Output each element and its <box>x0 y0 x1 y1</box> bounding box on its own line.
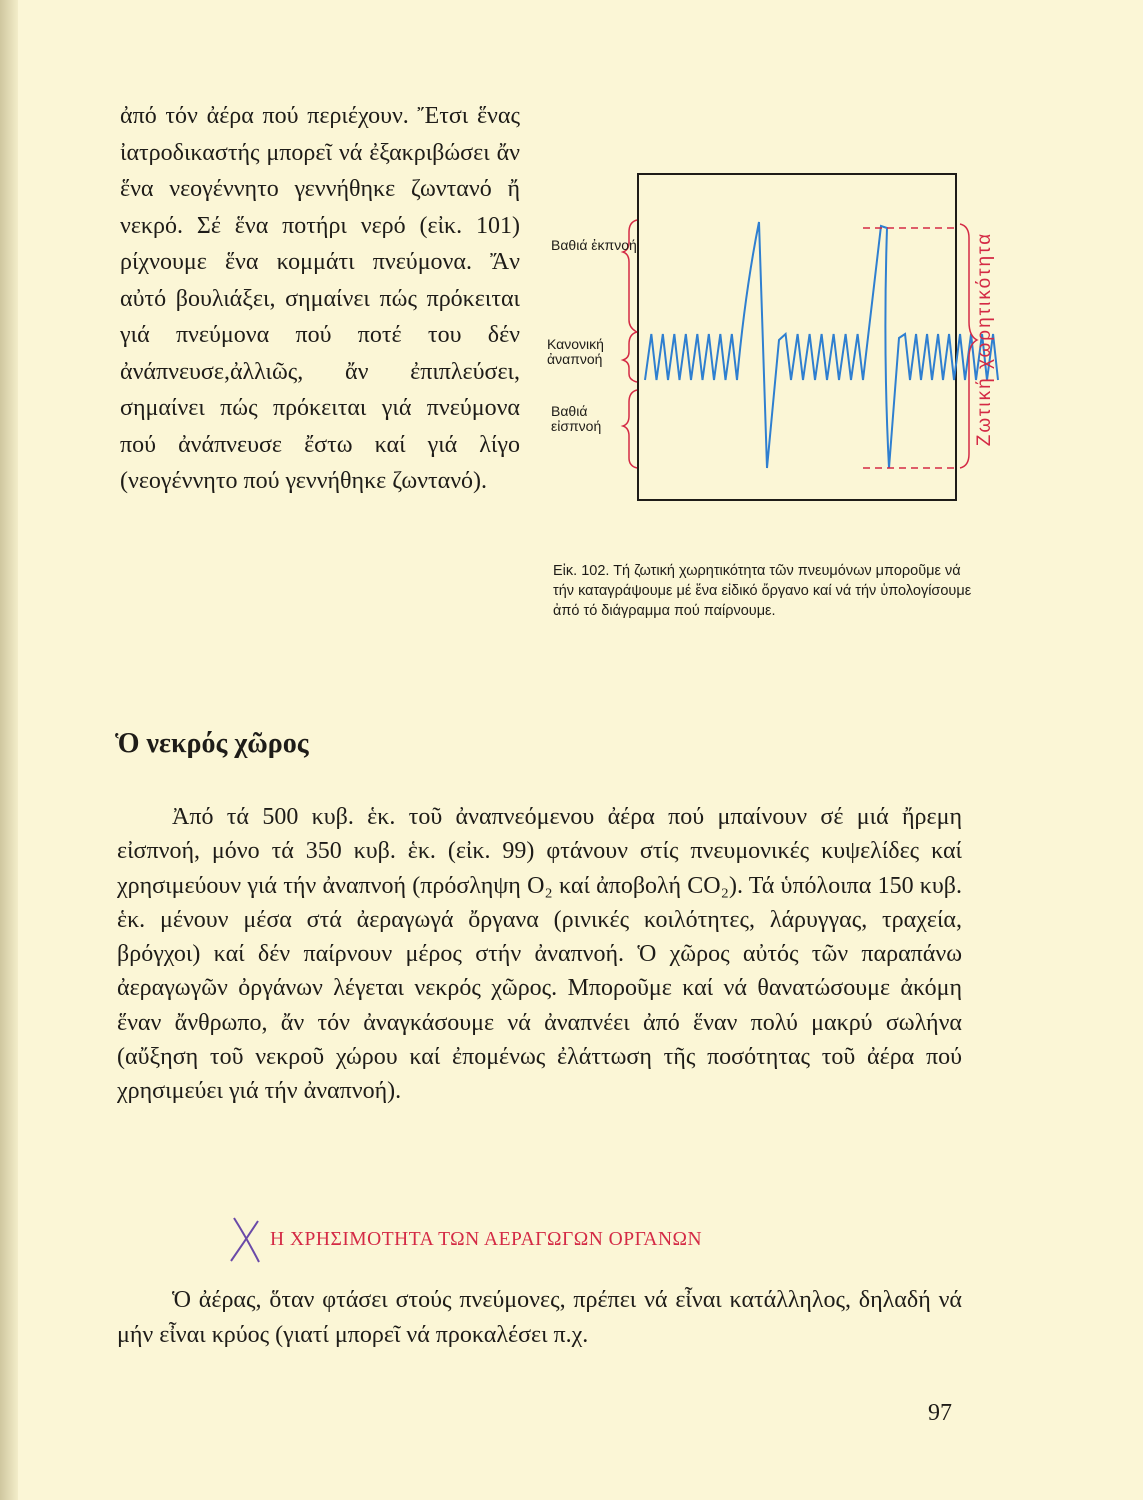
left-column <box>120 98 520 500</box>
airways-body <box>117 1283 962 1353</box>
left-column-paragraph: ἀπό τόν ἀέρα πού περιέχουν. Ἔτσι ἕνας ἰατροδικαστής μπορεῖ νά ἐξακριβώσει ἄν ἕνα νεογέννητο γεννήθηκε ζωντανό ἤ νεκρό. Σέ ἕνα ποτήρι νερό (εἰκ. 101) ρίχνουμε ἕνα κομμάτι πνεύμονα. Ἄν αὐτό βουλιάξει, σημαίνει πώς πρόκειται γιά πνεύμονα πού ποτέ του δέν ἀνάπνευσε,ἀλλιῶς, ἄν ἐπιπλεύσει, σημαίνει πώς πρόκειται γιά πνεύμονα πού ἀνάπνευσε ἔστω καί γιά λίγο (νεογέννητο πού γεννήθηκε ζωντανό). <box>120 103 520 494</box>
page-number: 97 <box>928 1400 952 1426</box>
heading-dead-space: Ὁ νεκρός χῶρος <box>115 728 309 759</box>
label-deep-exhale: Βαθιά ἐκπνοή <box>551 237 637 253</box>
vital-capacity-label-wrap <box>960 215 1010 463</box>
label-vital-capacity: Ζωτική χωρητικότητα <box>974 231 995 447</box>
brace-normal-breath <box>623 332 637 382</box>
label-normal-breath: Κανονική ἀναπνοή <box>547 336 604 367</box>
heading-airways: Η ΧΡΗΣΙΜΟΤΗΤΑ ΤΩΝ ΑΕΡΑΓΩΓΩΝ ΟΡΓΑΝΩΝ <box>270 1229 703 1250</box>
figure-caption: Εἰκ. 102. Τή ζωτική χωρητικότητα τῶν πνευμόνων μποροῦμε νά τήν καταγράψουμε μέ ἕνα εἰδικό ὄργανο καί νά τήν ὑπολογίσουμε ἀπό τό διάγραμμα πού παίρνουμε. <box>553 563 972 619</box>
figure-102 <box>545 172 1007 502</box>
label-deep-inhale: Βαθιά εἰσπνοή <box>551 403 602 434</box>
brace-deep-inhale <box>623 390 637 468</box>
spirogram-trace <box>645 222 998 468</box>
dead-space-paragraph: Ἀπό τά 500 κυβ. ἑκ. τοῦ ἀναπνεόμενου ἀέρα πού μπαίνουν σέ μιά ἤρεμη εἰσπνοή, μόνο τά 350 κυβ. ἑκ. (εἰκ. 99) φτάνουν στίς πνευμονικές κυψελίδες καί χρησιμεύουν γιά τήν ἀναπνοή (πρόσληψη O₂ καί ἀποβολή CO₂). Τά ὑπόλοιπα 150 κυβ. ἑκ. μένουν μέσα στά ἀεραγωγά ὄργανα (ρινικές κοιλότητες, λάρυγγας, τραχεία, βρόγχοι) καί δέν παίρνουν μέρος στήν ἀναπνοή. Ὁ χῶρος αὐτός τῶν παραπάνω ἀεραγωγῶν ὀργάνων λέγεται νεκρός χῶρος. Μποροῦμε καί νά θανατώσουμε ἀκόμη ἕναν ἄνθρωπο, ἄν τόν ἀναγκάσουμε νά ἀναπνέει ἀπό ἕναν πολύ μακρύ σωλήνα (αὔξηση τοῦ νεκροῦ χώρου καί ἐπομένως ἐλάττωση τῆς ποσότητας τοῦ ἀέρα πού χρησιμεύει γιά τήν ἀναπνοή). <box>117 804 962 1105</box>
book-spine-shadow <box>0 0 18 1500</box>
section-airways-heading <box>228 1215 928 1265</box>
cross-mark-icon <box>228 1215 264 1265</box>
dead-space-body <box>117 800 962 1109</box>
airways-paragraph: Ὁ ἀέρας, ὅταν φτάσει στούς πνεύμονες, πρέπει νά εἶναι κατάλληλος, δηλαδή νά μήν εἶναι κρύος (γιατί μπορεῖ νά προκαλέσει π.χ. <box>117 1287 962 1348</box>
